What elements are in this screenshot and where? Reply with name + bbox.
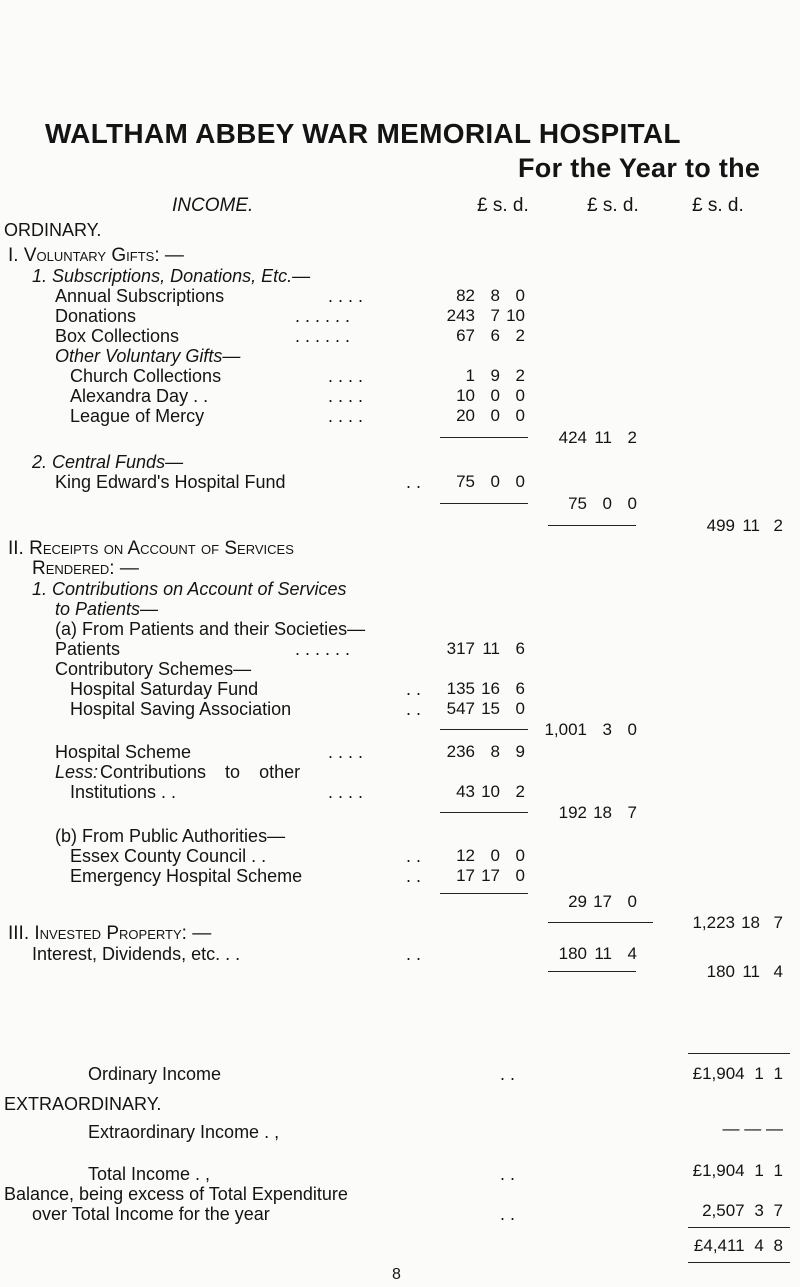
row-saturday-pounds: 135	[446, 679, 475, 698]
row-scheme-pounds: 236	[446, 742, 475, 761]
row-scheme-label: Hospital Scheme	[55, 742, 192, 762]
section-voluntary-gifts: I. Voluntary Gifts: —	[8, 245, 184, 266]
row-church-dots: . . . .	[328, 366, 364, 386]
subtotal1-shillings: 11	[594, 428, 612, 447]
rule-grand-total-bottom	[688, 1262, 790, 1263]
row-saturday-dots: . .	[406, 679, 422, 699]
row-box-label: Box Collections	[55, 326, 180, 346]
row-league-pounds: 20	[456, 406, 475, 425]
row-league-pence: 0	[515, 406, 525, 425]
row-annual-dots: . . . .	[328, 286, 364, 306]
balance-label-line2: over Total Income for the year	[32, 1204, 270, 1224]
subtotal-a-pounds: 1,001	[544, 720, 587, 739]
sub-public-authorities: (b) From Public Authorities—	[55, 826, 286, 846]
row-saving-pounds: 547	[446, 699, 475, 718]
sub-central-funds: 2. Central Funds—	[32, 452, 184, 472]
rule-subtotal-b1	[440, 812, 528, 813]
row-patients-pence: 6	[515, 639, 525, 658]
subtotal1-pence: 2	[627, 428, 637, 447]
row-institutions-dots: . . . .	[328, 782, 364, 802]
total-income-value: £1,904 1 1	[692, 1161, 783, 1180]
row-annual-pounds: 82	[456, 286, 475, 305]
sub-other-voluntary: Other Voluntary Gifts—	[55, 346, 241, 366]
rule-total3	[548, 971, 636, 972]
row-patients-shillings: 11	[482, 639, 500, 658]
row-donations-shillings: 7	[490, 306, 500, 325]
subtotal-b1-pence: 7	[627, 803, 637, 822]
row-king-pounds: 75	[456, 472, 475, 491]
balance-label-line1: Balance, being excess of Total Expenditure	[4, 1184, 348, 1204]
sub-contributions: 1. Contributions on Account of Services	[32, 579, 347, 599]
subtotal2-pence: 0	[627, 494, 637, 513]
subtotal2-shillings: 0	[602, 494, 612, 513]
page-number: 8	[392, 1266, 401, 1283]
row-king-pence: 0	[515, 472, 525, 491]
ordinary-income-value: £1,904 1 1	[692, 1064, 783, 1083]
row-saturday-label: Hospital Saturday Fund	[70, 679, 259, 699]
row-king-shillings: 0	[490, 472, 500, 491]
row-box-shillings: 6	[490, 326, 500, 345]
total3-pence: 4	[773, 962, 783, 981]
row-saving-shillings: 15	[481, 699, 500, 718]
subtotal2-pounds: 75	[568, 494, 587, 513]
col-head-2: £ s. d.	[587, 195, 639, 216]
less-text: Contributions to other	[100, 762, 301, 782]
row-interest-pounds: 180	[558, 944, 587, 963]
row-emergency-pounds: 17	[456, 866, 475, 885]
subtotal1-pounds: 424	[558, 428, 587, 447]
extraordinary-income-value: — — —	[722, 1119, 783, 1138]
row-scheme-pence: 9	[515, 742, 525, 761]
row-alexandra-pounds: 10	[456, 386, 475, 405]
row-essex-pounds: 12	[456, 846, 475, 865]
total1-shillings: 11	[742, 516, 760, 535]
report-subtitle: For the Year to the	[518, 153, 761, 183]
section-invested-property: III. Invested Property: —	[8, 923, 212, 944]
extraordinary-heading: EXTRAORDINARY.	[4, 1094, 162, 1114]
row-emergency-dots: . .	[406, 866, 422, 886]
row-annual-label: Annual Subscriptions	[55, 286, 225, 306]
total-income-label: Total Income . ,	[88, 1164, 211, 1184]
row-institutions-label: Institutions . .	[70, 782, 177, 802]
row-saturday-shillings: 16	[481, 679, 500, 698]
row-king-dots: . .	[406, 472, 422, 492]
row-donations-pence: 10	[506, 306, 525, 325]
row-interest-shillings: 11	[594, 944, 612, 963]
row-saving-label: Hospital Saving Association	[70, 699, 292, 719]
subtotal-b-pence: 0	[627, 892, 637, 911]
rule-total1	[548, 525, 636, 526]
extraordinary-income-label: Extraordinary Income . ,	[88, 1122, 280, 1142]
row-essex-dots: . .	[406, 846, 422, 866]
row-box-pounds: 67	[456, 326, 475, 345]
total1-pounds: 499	[706, 516, 735, 535]
row-interest-pence: 4	[627, 944, 637, 963]
row-donations-label: Donations	[55, 306, 137, 326]
row-institutions-pounds: 43	[456, 782, 475, 801]
section-receipts-line2: Rendered: —	[32, 558, 139, 579]
row-alexandra-shillings: 0	[490, 386, 500, 405]
row-donations-dots: . . . . . .	[295, 306, 351, 326]
sub-contributions-line2: to Patients—	[55, 599, 159, 619]
report-title: WALTHAM ABBEY WAR MEMORIAL HOSPITAL	[45, 118, 681, 149]
row-emergency-label: Emergency Hospital Scheme	[70, 866, 303, 886]
row-church-label: Church Collections	[70, 366, 222, 386]
row-interest-label: Interest, Dividends, etc. . .	[32, 944, 241, 964]
total3-pounds: 180	[706, 962, 735, 981]
total2-shillings: 18	[741, 913, 760, 932]
less-label: Less:	[55, 762, 99, 782]
row-essex-pence: 0	[515, 846, 525, 865]
col-head-1: £ s. d.	[477, 195, 529, 216]
row-saturday-pence: 6	[515, 679, 525, 698]
col-head-3: £ s. d.	[692, 195, 744, 216]
section-receipts: II. Receipts on Account of Services	[8, 538, 294, 559]
rule-total2	[548, 922, 653, 923]
grand-total-value: £4,411 4 8	[693, 1236, 783, 1255]
row-scheme-dots: . . . .	[328, 742, 364, 762]
total2-pounds: 1,223	[692, 913, 735, 932]
row-annual-shillings: 8	[490, 286, 500, 305]
row-church-shillings: 9	[490, 366, 500, 385]
row-patients-dots: . . . . . .	[295, 639, 351, 659]
ordinary-income-label: Ordinary Income	[88, 1064, 222, 1084]
row-alexandra-label: Alexandra Day . .	[70, 386, 209, 406]
row-annual-pence: 0	[515, 286, 525, 305]
row-church-pounds: 1	[465, 366, 475, 385]
balance-value: 2,507 3 7	[702, 1201, 783, 1220]
subtotal-b-shillings: 17	[593, 892, 612, 911]
row-emergency-shillings: 17	[481, 866, 500, 885]
row-patients-label: Patients	[55, 639, 121, 659]
rule-subtotal1	[440, 437, 528, 438]
rule-grand-total-top	[688, 1227, 790, 1228]
ordinary-heading: ORDINARY.	[4, 220, 102, 240]
row-saving-pence: 0	[515, 699, 525, 718]
row-institutions-pence: 2	[515, 782, 525, 801]
row-emergency-pence: 0	[515, 866, 525, 885]
row-essex-label: Essex County Council . .	[70, 846, 267, 866]
sub-contributory: Contributory Schemes—	[55, 659, 252, 679]
row-box-pence: 2	[515, 326, 525, 345]
row-church-pence: 2	[515, 366, 525, 385]
sub-subscriptions: 1. Subscriptions, Donations, Etc.—	[32, 266, 311, 286]
row-king-label: King Edward's Hospital Fund	[55, 472, 286, 492]
rule-subtotal-b	[440, 893, 528, 894]
rule-ordinary-income	[688, 1053, 790, 1054]
ordinary-income-dots: . .	[500, 1064, 516, 1084]
subtotal-b1-pounds: 192	[558, 803, 587, 822]
total3-shillings: 11	[742, 962, 760, 981]
sub-from-patients: (a) From Patients and their Societies—	[55, 619, 366, 639]
subtotal-a-shillings: 3	[602, 720, 612, 739]
row-alexandra-pence: 0	[515, 386, 525, 405]
row-league-label: League of Mercy	[70, 406, 205, 426]
row-interest-dots: . .	[406, 944, 422, 964]
total-income-dots: . .	[500, 1164, 516, 1184]
row-box-dots: . . . . . .	[295, 326, 351, 346]
subtotal-a-pence: 0	[627, 720, 637, 739]
row-donations-pounds: 243	[446, 306, 475, 325]
subtotal-b-pounds: 29	[568, 892, 587, 911]
row-patients-pounds: 317	[446, 639, 475, 658]
total1-pence: 2	[773, 516, 783, 535]
row-scheme-shillings: 8	[490, 742, 500, 761]
row-league-shillings: 0	[490, 406, 500, 425]
rule-subtotal2	[440, 503, 528, 504]
subtotal-b1-shillings: 18	[593, 803, 612, 822]
rule-subtotal-a	[440, 729, 528, 730]
row-saving-dots: . .	[406, 699, 422, 719]
row-institutions-shillings: 10	[481, 782, 500, 801]
row-essex-shillings: 0	[490, 846, 500, 865]
row-league-dots: . . . .	[328, 406, 364, 426]
total2-pence: 7	[773, 913, 783, 932]
section-income-heading: INCOME.	[172, 195, 254, 216]
balance-dots: . .	[500, 1204, 516, 1224]
row-alexandra-dots: . . . .	[328, 386, 364, 406]
